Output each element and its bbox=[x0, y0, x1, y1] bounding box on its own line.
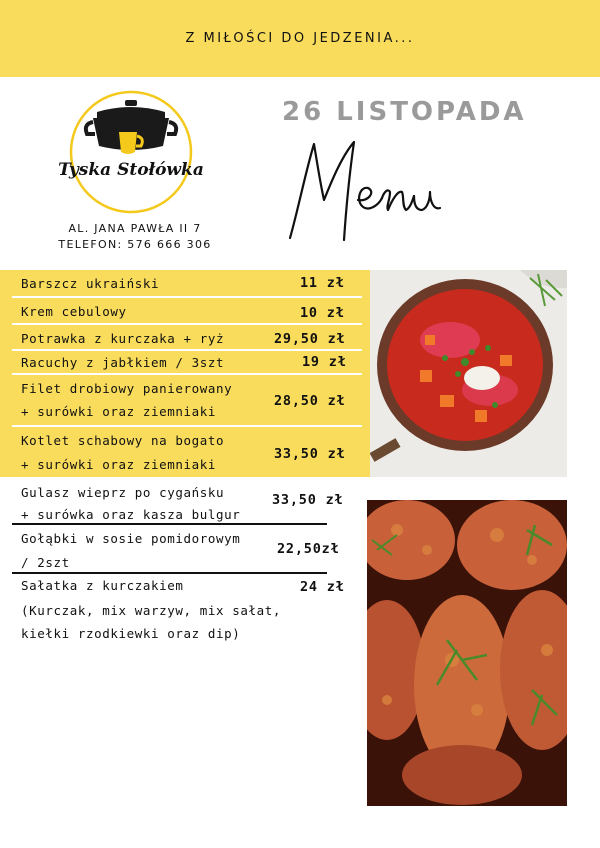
menu-item-name: Gulasz wieprz po cygańsku bbox=[21, 485, 225, 500]
pot-logo-icon bbox=[67, 88, 195, 216]
borscht-photo bbox=[370, 270, 567, 477]
address: AL. JANA PAWŁA II 7 bbox=[68, 222, 202, 235]
menu-item-price: 10 zł bbox=[300, 305, 345, 321]
phone: TELEFON: 576 666 306 bbox=[58, 238, 212, 251]
menu-item-detail: + surówka oraz kasza bulgur bbox=[21, 507, 241, 522]
divider bbox=[12, 373, 362, 375]
brand-name: Tyska Stołówka bbox=[58, 160, 204, 180]
menu-item-name: Gołąbki w sosie pomidorowym bbox=[21, 531, 241, 546]
cabbage-rolls-photo bbox=[367, 500, 567, 806]
menu-item-price: 11 zł bbox=[300, 275, 345, 291]
menu-item-price: 29,50 zł bbox=[274, 331, 346, 347]
menu-item-price: 19 zł bbox=[302, 354, 347, 370]
accent-stripe bbox=[362, 270, 370, 477]
menu-item-name: Kotlet schabowy na bogato bbox=[21, 433, 225, 448]
menu-date: 26 LISTOPADA bbox=[282, 97, 527, 127]
divider bbox=[12, 296, 362, 298]
menu-item-price: 24 zł bbox=[300, 579, 345, 595]
menu-item-detail: + surówki oraz ziemniaki bbox=[21, 457, 217, 472]
menu-item-price: 28,50 zł bbox=[274, 393, 346, 409]
menu-item-detail: + surówki oraz ziemniaki bbox=[21, 404, 217, 419]
menu-item-name: Potrawka z kurczaka + ryż bbox=[21, 331, 225, 346]
menu-item-price: 22,50zł bbox=[277, 541, 340, 557]
menu-item-name: Racuchy z jabłkiem / 3szt bbox=[21, 355, 225, 370]
menu-item-price: 33,50 zł bbox=[274, 446, 346, 462]
menu-item-name: Filet drobiowy panierowany bbox=[21, 381, 233, 396]
divider bbox=[12, 572, 327, 574]
menu-item-detail: (Kurczak, mix warzyw, mix sałat, bbox=[21, 603, 282, 618]
divider bbox=[12, 323, 362, 325]
divider bbox=[12, 349, 362, 351]
menu-item-detail: / 2szt bbox=[21, 555, 70, 570]
menu-item-detail: kiełki rzodkiewki oraz dip) bbox=[21, 626, 241, 641]
menu-item-name: Barszcz ukraiński bbox=[21, 276, 160, 291]
menu-item-name: Krem cebulowy bbox=[21, 304, 127, 319]
tagline: Z MIŁOŚCI DO JEDZENIA... bbox=[185, 31, 415, 46]
menu-item-price: 33,50 zł bbox=[272, 492, 344, 508]
divider bbox=[12, 425, 362, 427]
menu-item-name: Sałatka z kurczakiem bbox=[21, 578, 184, 593]
divider bbox=[12, 523, 327, 525]
menu-title bbox=[284, 130, 454, 250]
